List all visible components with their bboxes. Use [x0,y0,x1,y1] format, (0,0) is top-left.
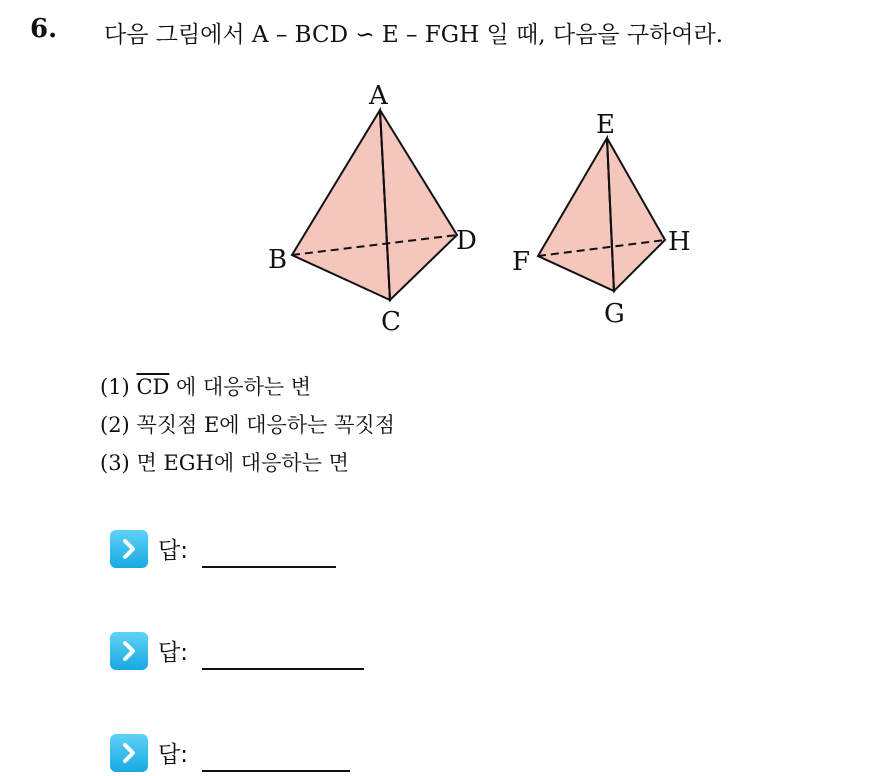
answer-row-1 [110,528,336,568]
segment-cd: $\overline{CD}$ [136,375,170,399]
vertex-label-g: G [604,299,625,329]
answer-row-3 [110,732,350,772]
problem-text: 다음 그림에서 A – BCD ∽ E – FGH 일 때, 다음을 구하여라. [104,22,724,48]
sub-question-number: (3) [100,451,130,475]
sub-question-number: (1) [100,375,130,399]
vertex-label-f: F [512,247,531,277]
tetrahedron-efgh [512,110,691,329]
face-acd [380,110,457,300]
vertex-label-b: B [268,245,288,275]
answer-label: 답: [158,640,188,666]
chevron-right-icon [110,530,148,568]
problem-number: 6. [30,14,58,44]
vertex-label-c: C [381,307,401,337]
sub-question-3 [100,448,395,486]
chevron-right-icon [110,632,148,670]
face-egh [607,138,665,291]
chevron-right-icon [110,734,148,772]
sub-question-number: (2) [100,413,130,437]
answer-blank-2[interactable] [202,638,364,670]
face-efg [538,138,614,291]
sub-question-text: 에 대응하는 변 [176,375,312,399]
answer-label: 답: [158,538,188,564]
sub-question-text: 꼭짓점 E에 대응하는 꼭짓점 [136,413,395,437]
sub-question-1 [100,372,395,410]
answer-blank-1[interactable] [202,536,336,568]
answer-label: 답: [158,742,188,768]
vertex-label-d: D [456,226,477,256]
vertex-label-h: H [668,227,691,257]
tetrahedron-figure [0,0,884,360]
sub-question-2 [100,410,395,448]
tetrahedron-abcd [268,81,477,337]
vertex-label-e: E [596,110,615,140]
vertex-label-a: A [369,81,388,111]
answer-row-2 [110,630,364,670]
face-abc [292,110,390,300]
sub-questions [100,372,395,486]
sub-question-text: 면 EGH에 대응하는 면 [136,451,349,475]
answer-blank-3[interactable] [202,740,350,772]
